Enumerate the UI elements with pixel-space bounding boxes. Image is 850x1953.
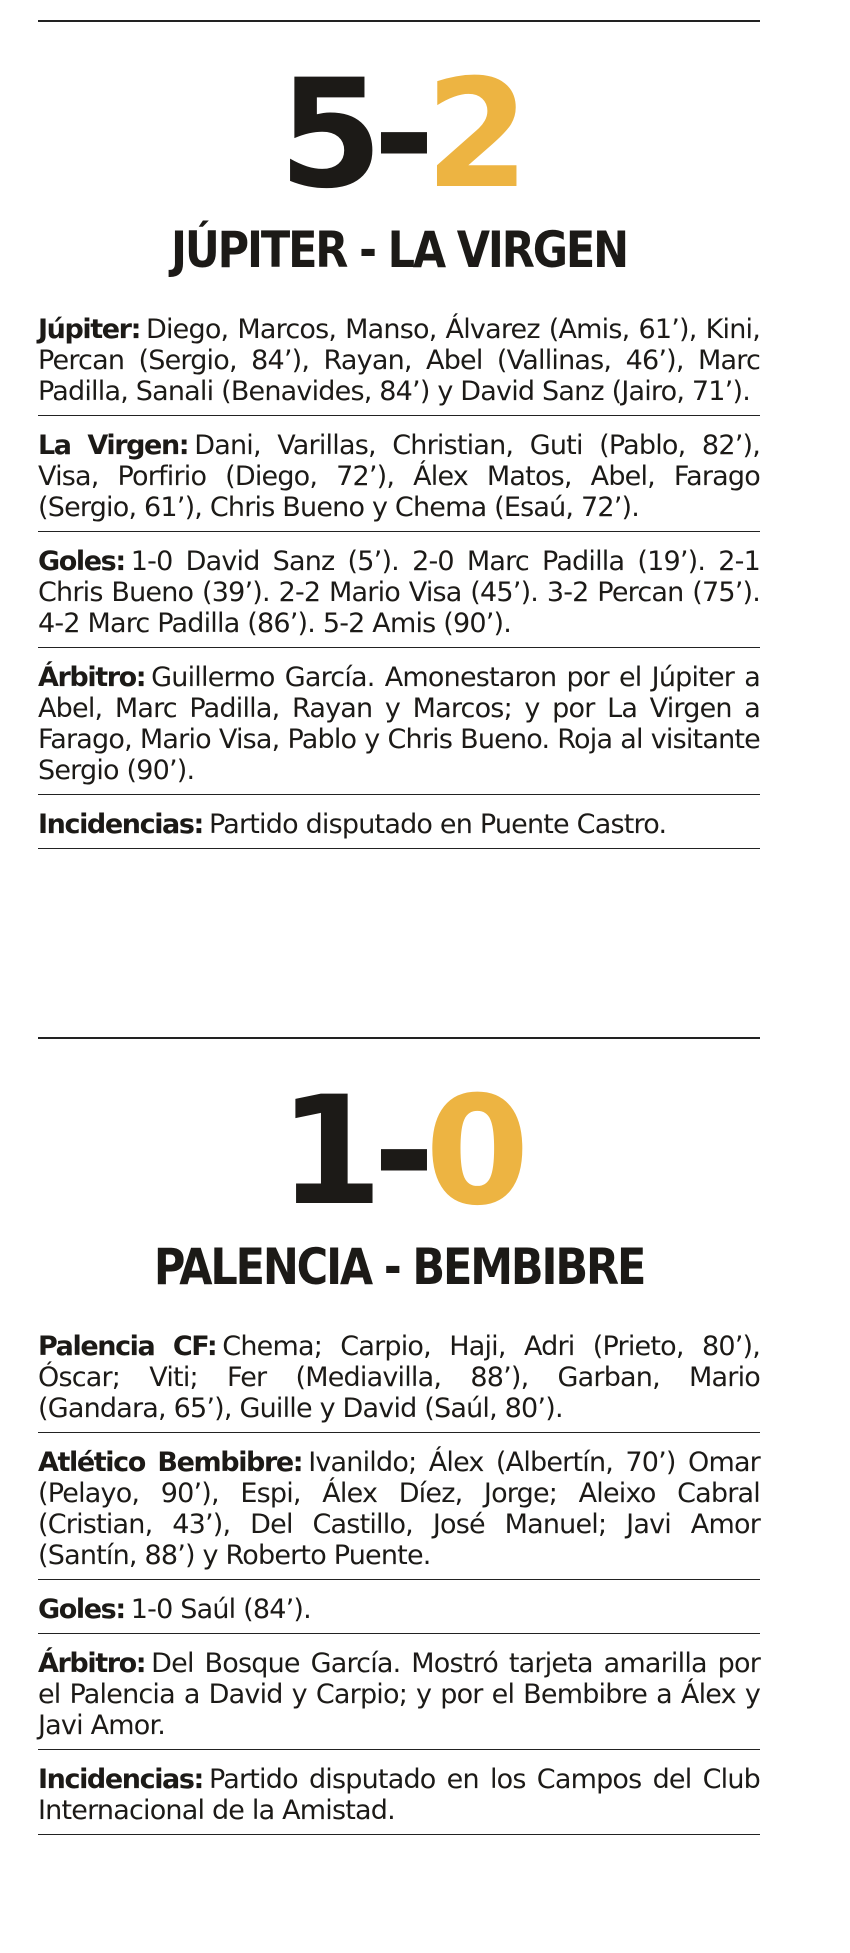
match-1-home-score: 5 bbox=[278, 48, 373, 222]
match-2-away-lineup-text: Ivanildo; Álex (Albertín, 70’) Omar (Pelayo, 90’), Espi, Álex Díez, Jorge; Aleixo Cabral (Cristian, 43’), Del Castillo, José Manuel; Javi Amor (Santín, 88’) y Roberto Puente. bbox=[38, 1447, 760, 1571]
match-1-home-lineup-text: Diego, Marcos, Manso, Álvarez (Amis, 61’), Kini, Percan (Sergio, 84’), Rayan, Abel (Vallinas, 46’), Marc Padilla, Sanali (Benavides, 84’) y David Sanz (Jairo, 71’). bbox=[38, 314, 760, 407]
match-1-away-lineup bbox=[38, 430, 760, 532]
match-1-home-lineup-label: Júpiter: bbox=[38, 314, 140, 345]
match-2-goals bbox=[38, 1594, 760, 1634]
match-1-away-lineup-label: La Virgen: bbox=[38, 430, 189, 461]
match-2-referee-text: Del Bosque García. Mostró tarjeta amarilla por el Palencia a David y Carpio; y por el Bembibre a Álex y Javi Amor. bbox=[38, 1648, 760, 1741]
match-1-incidents bbox=[38, 809, 760, 849]
match-2-home-lineup-label: Palencia CF: bbox=[38, 1331, 217, 1362]
match-2-goals-label: Goles: bbox=[38, 1594, 125, 1625]
match-1-away-score: 2 bbox=[425, 48, 520, 222]
match-2-incidents-text: Partido disputado en los Campos del Club Internacional de la Amistad. bbox=[38, 1764, 760, 1826]
match-1-referee-label: Árbitro: bbox=[38, 662, 146, 693]
match-1-home-lineup bbox=[38, 314, 760, 416]
match-2-away-lineup bbox=[38, 1447, 760, 1580]
match-1-referee bbox=[38, 662, 760, 795]
match-1-incidents-text: Partido disputado en Puente Castro. bbox=[208, 809, 667, 840]
match-2-referee-label: Árbitro: bbox=[38, 1648, 146, 1679]
match-1-score-separator: - bbox=[372, 48, 426, 222]
match-2-teams-heading: PALENCIA - BEMBIBRE bbox=[153, 1238, 645, 1296]
match-2-incidents-label: Incidencias: bbox=[38, 1764, 203, 1795]
match-1-incidents-label: Incidencias: bbox=[38, 809, 203, 840]
match-1-away-lineup-text: Dani, Varillas, Christian, Guti (Pablo, 82’), Visa, Porfirio (Diego, 72’), Álex Matos, Abel, Farago (Sergio, 61’), Chris Bueno y Chema (Esaú, 72’). bbox=[38, 430, 760, 523]
match-1-teams-heading: JÚPITER - LA VIRGEN bbox=[171, 221, 627, 279]
match-2-incidents bbox=[38, 1764, 760, 1835]
match-2-goals-text: 1-0 Saúl (84’). bbox=[130, 1594, 311, 1625]
match-2-top-rule bbox=[38, 1037, 760, 1039]
match-1-referee-text: Guillermo García. Amonestaron por el Júpiter a Abel, Marc Padilla, Rayan y Marcos; y por La Virgen a Farago, Mario Visa, Pablo y Chris Bueno. Roja al visitante Sergio (90’). bbox=[38, 662, 760, 786]
match-2-score bbox=[38, 1065, 760, 1239]
match-2-score-separator: - bbox=[372, 1065, 426, 1239]
match-1-goals-text: 1-0 David Sanz (5’). 2-0 Marc Padilla (19’). 2-1 Chris Bueno (39’). 2-2 Mario Visa (45’). 3-2 Percan (75’). 4-2 Marc Padilla (86’). 5-2 Amis (90’). bbox=[38, 546, 760, 639]
match-2-home-lineup bbox=[38, 1331, 760, 1433]
match-2-away-lineup-label: Atlético Bembibre: bbox=[38, 1447, 303, 1478]
match-2-away-score: 0 bbox=[425, 1065, 520, 1239]
match-1-goals-label: Goles: bbox=[38, 546, 125, 577]
match-report-2 bbox=[38, 1037, 760, 1835]
match-2-home-score: 1 bbox=[278, 1065, 373, 1239]
match-2-referee bbox=[38, 1648, 760, 1750]
match-1-score bbox=[38, 48, 760, 222]
match-2-home-lineup-text: Chema; Carpio, Haji, Adri (Prieto, 80’), Óscar; Viti; Fer (Mediavilla, 88’), Garban, Mario (Gandara, 65’), Guille y David (Saúl, 80’). bbox=[38, 1331, 761, 1424]
match-1-goals bbox=[38, 546, 760, 648]
match-report-1 bbox=[38, 20, 760, 849]
match-1-top-rule bbox=[38, 20, 760, 22]
